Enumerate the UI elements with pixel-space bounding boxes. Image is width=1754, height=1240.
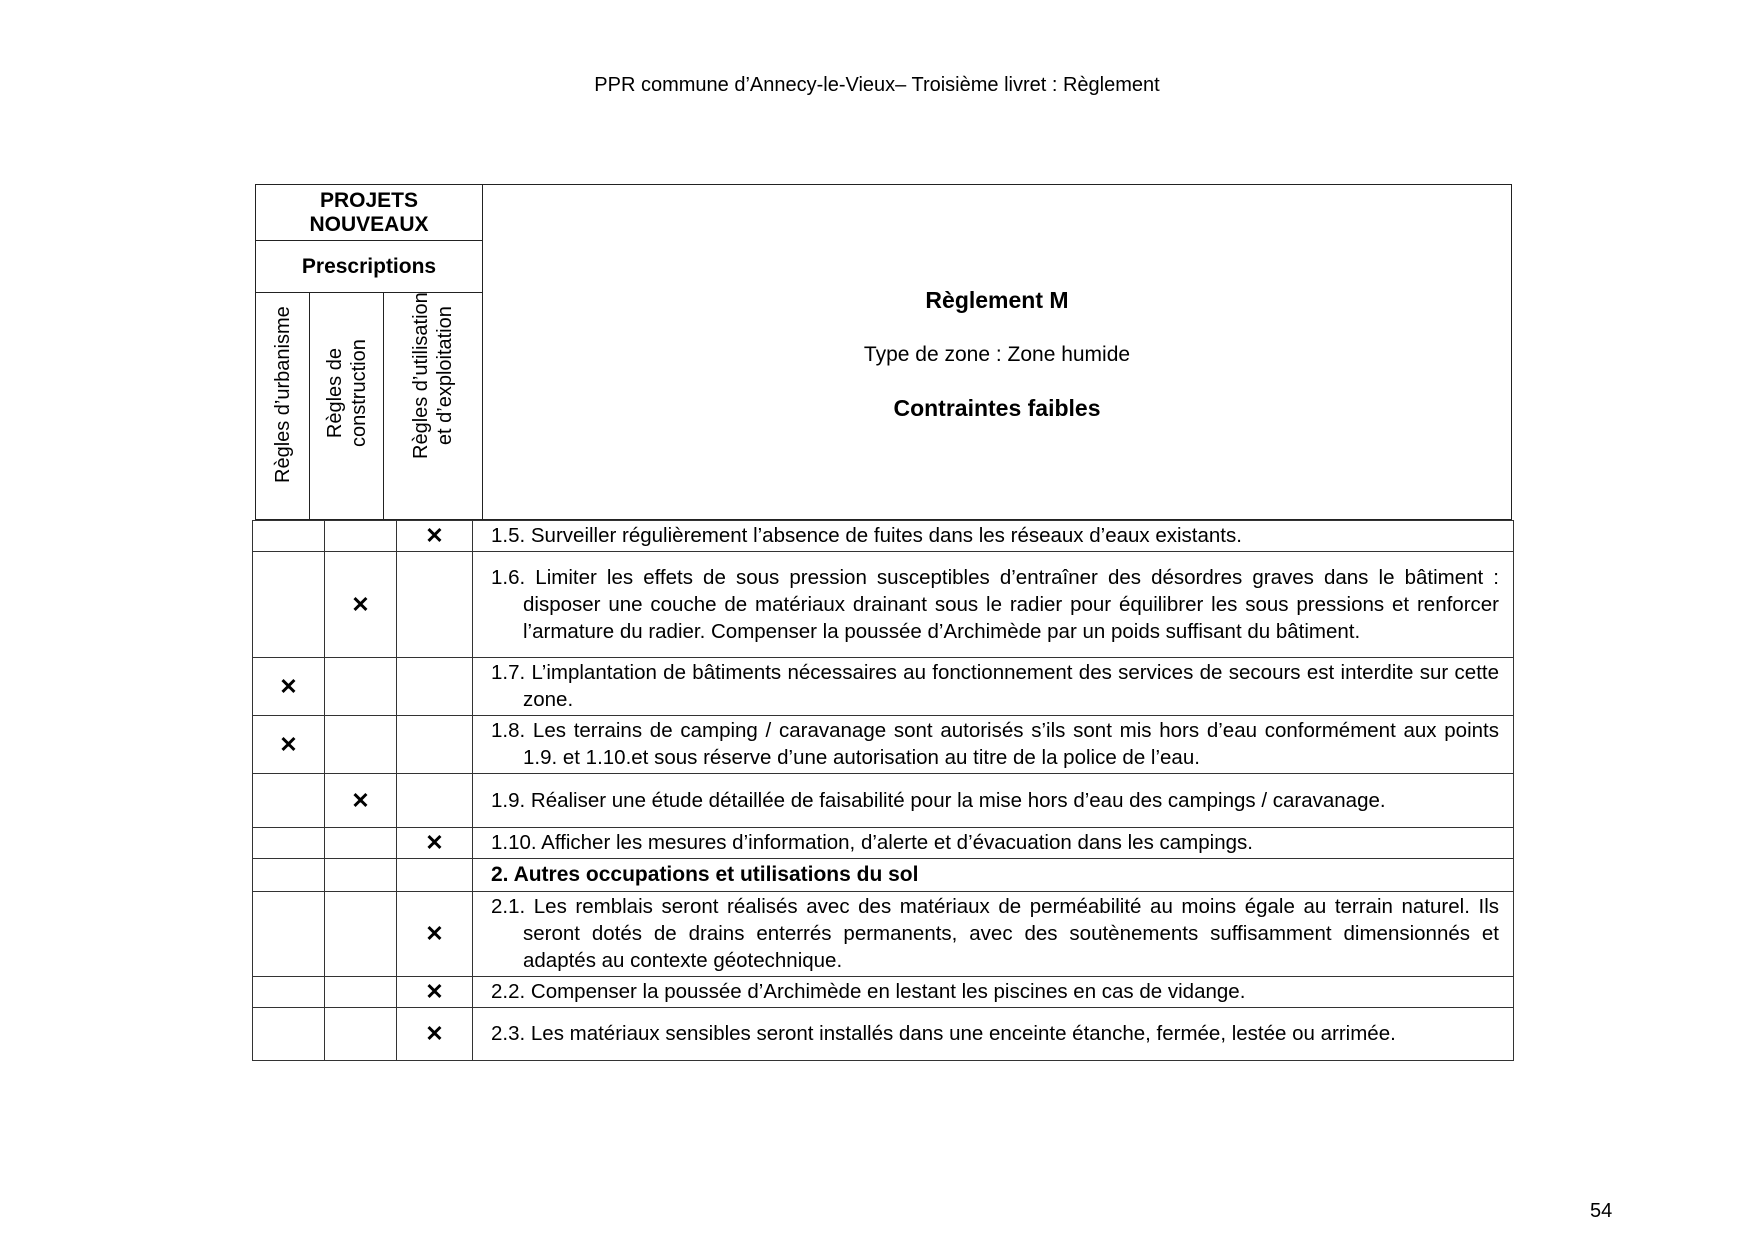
- table-row: [253, 859, 1514, 892]
- page-header: PPR commune d’Annecy-le-Vieux– Troisième livret : Règlement: [594, 74, 1160, 96]
- cross-mark-icon: ✕: [279, 673, 298, 699]
- rule-text: 1.10. Afficher les mesures d’information, d’alerte et d’évacuation dans les campings.: [491, 831, 1253, 854]
- cross-mark-icon: ✕: [351, 591, 370, 617]
- rule-text: 2.3. Les matériaux sensibles seront installés dans une enceinte étanche, fermée, lestée ou arrimée.: [491, 1022, 1396, 1045]
- rule-text-cell: [473, 521, 1514, 552]
- rule-text: 1.9. Réaliser une étude détaillée de faisabilité pour la mise hors d’eau des campings / caravanage.: [491, 788, 1386, 812]
- cross-mark-icon: ✕: [425, 921, 444, 946]
- mark-cell-urbanisme: [253, 552, 325, 658]
- column-label-urbanisme: [271, 306, 295, 483]
- mark-cell-urbanisme: [253, 774, 325, 828]
- mark-cell-construction: [325, 716, 397, 774]
- column-label-line: Règles d’utilisation: [409, 292, 432, 459]
- rule-text: 2.1. Les remblais seront réalisés avec des matériaux de perméabilité au moins égale au terrain naturel. Ils seront dotés de drains enterrés permanents, avec des soutènements suffisamment dimensionnés et adaptés au contexte géotechnique.: [491, 895, 1499, 972]
- rule-text-cell: [473, 977, 1514, 1008]
- mark-cell-utilisation: [397, 521, 473, 552]
- mark-cell-utilisation: [397, 828, 473, 859]
- table-row: [253, 774, 1514, 828]
- table-row: [253, 828, 1514, 859]
- mark-cell-utilisation: [397, 774, 473, 828]
- column-header-utilisation: [384, 293, 481, 519]
- reglement-header: [483, 185, 1511, 519]
- table-row: [253, 658, 1514, 716]
- section-heading-cell: [473, 859, 1514, 892]
- table-row: [253, 977, 1514, 1008]
- mark-cell-utilisation: [397, 716, 473, 774]
- cross-mark-icon: ✕: [425, 979, 444, 1004]
- mark-cell-construction: [325, 552, 397, 658]
- prescriptions-label: Prescriptions: [256, 241, 482, 293]
- mark-cell-urbanisme: [253, 716, 325, 774]
- cross-mark-icon: ✕: [425, 1021, 444, 1046]
- mark-cell-construction: [325, 521, 397, 552]
- mark-cell-urbanisme: [253, 859, 325, 892]
- rule-text: 1.5. Surveiller régulièrement l’absence de fuites dans les réseaux d’eaux existants.: [491, 524, 1242, 547]
- column-label-line: construction: [347, 339, 370, 447]
- rule-text-cell: [473, 658, 1514, 716]
- rule-text: 1.8. Les terrains de camping / caravanage sont autorisés s’ils sont mis hors d’eau conformément aux points 1.9. et 1.10.et sous réserve d’une autorisation au titre de la police de l’eau.: [491, 719, 1499, 769]
- mark-cell-construction: [325, 658, 397, 716]
- projets-nouveaux-label: [256, 185, 482, 241]
- mark-cell-urbanisme: [253, 521, 325, 552]
- page-number: 54: [1590, 1200, 1613, 1222]
- table-row: [253, 521, 1514, 552]
- mark-cell-construction: [325, 892, 397, 977]
- rule-text-cell: [473, 892, 1514, 977]
- section-heading: 2. Autres occupations et utilisations du sol: [491, 863, 919, 886]
- table-header: [255, 184, 1512, 520]
- column-header-urbanisme: [256, 293, 310, 519]
- mark-cell-urbanisme: [253, 892, 325, 977]
- mark-cell-utilisation: [397, 892, 473, 977]
- mark-cell-urbanisme: [253, 1008, 325, 1061]
- cross-mark-icon: ✕: [425, 523, 444, 548]
- prescriptions-table: [252, 520, 1514, 1061]
- mark-cell-utilisation: [397, 859, 473, 892]
- projets-label-line: PROJETS: [319, 189, 419, 212]
- rule-text-cell: [473, 828, 1514, 859]
- mark-cell-construction: [325, 828, 397, 859]
- cross-mark-icon: ✕: [351, 787, 370, 813]
- rule-text-cell: [473, 552, 1514, 658]
- table-row: [253, 1008, 1514, 1061]
- contraintes-level: Contraintes faibles: [893, 395, 1101, 421]
- reglement-title: Règlement M: [925, 287, 1069, 313]
- nouveaux-label-line: NOUVEAUX: [309, 213, 429, 236]
- rule-text: 1.7. L’implantation de bâtiments nécessaires au fonctionnement des services de secours est interdite sur cette zone.: [491, 661, 1499, 711]
- rule-text-cell: [473, 1008, 1514, 1061]
- column-label-line: Règles d’urbanisme: [271, 306, 294, 483]
- rule-text-cell: [473, 774, 1514, 828]
- mark-cell-utilisation: [397, 552, 473, 658]
- column-label-line: Règles de: [323, 348, 346, 439]
- mark-cell-construction: [325, 977, 397, 1008]
- mark-cell-urbanisme: [253, 658, 325, 716]
- rule-text: 2.2. Compenser la poussée d’Archimède en lestant les piscines en cas de vidange.: [491, 980, 1246, 1003]
- table-row: [253, 892, 1514, 977]
- mark-cell-utilisation: [397, 658, 473, 716]
- mark-cell-construction: [325, 859, 397, 892]
- column-header-construction: [310, 293, 384, 519]
- cross-mark-icon: ✕: [279, 731, 298, 757]
- zone-type: Type de zone : Zone humide: [863, 343, 1131, 366]
- mark-cell-construction: [325, 1008, 397, 1061]
- table-row: [253, 552, 1514, 658]
- column-label-construction: [323, 339, 371, 447]
- mark-cell-utilisation: [397, 977, 473, 1008]
- table-row: [253, 716, 1514, 774]
- rule-text-cell: [473, 716, 1514, 774]
- mark-cell-construction: [325, 774, 397, 828]
- cross-mark-icon: ✕: [425, 830, 444, 855]
- rule-text: 1.6. Limiter les effets de sous pression susceptibles d’entraîner des désordres graves dans le bâtiment : disposer une couche de matériaux drainant sous le radier pour équilibrer les sous pressions et renforcer l’armature du radier. Compenser la poussée d’Archimède par un poids suffisant du bâtiment.: [491, 565, 1499, 643]
- mark-cell-urbanisme: [253, 828, 325, 859]
- column-label-utilisation: [409, 292, 457, 459]
- mark-cell-utilisation: [397, 1008, 473, 1061]
- prescriptions-header: [256, 185, 483, 519]
- column-label-line: et d’exploitation: [433, 306, 456, 446]
- mark-cell-urbanisme: [253, 977, 325, 1008]
